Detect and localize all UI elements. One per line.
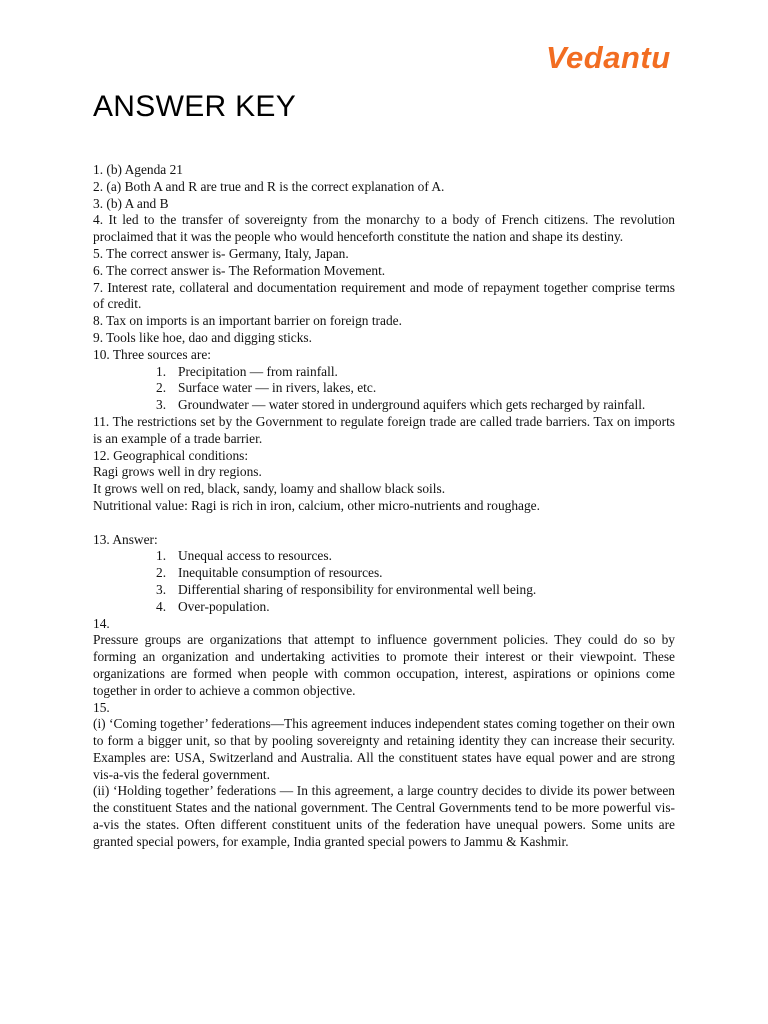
answer-12-line-2: It grows well on red, black, sandy, loamy and shallow black soils. bbox=[93, 481, 446, 497]
list-text: Unequal access to resources. bbox=[178, 548, 332, 564]
list-item bbox=[156, 380, 675, 397]
list-item bbox=[156, 565, 675, 582]
answer-5: 5. The correct answer is- Germany, Italy, Japan. bbox=[93, 245, 349, 261]
answer-7: 7. Interest rate, collateral and documentation requirement and mode of repayment together comprise terms of credit. bbox=[93, 279, 675, 312]
answer-2: 2. (a) Both A and R are true and R is the correct explanation of A. bbox=[93, 178, 445, 194]
list-number: 2. bbox=[156, 565, 167, 581]
answer-15-number: 15. bbox=[93, 699, 110, 715]
answer-13-intro: 13. Answer: bbox=[93, 531, 158, 547]
list-text: Differential sharing of responsibility for environmental well being. bbox=[178, 581, 537, 597]
list-item bbox=[156, 581, 675, 599]
answer-1: 1. (b) Agenda 21 bbox=[93, 162, 183, 177]
answer-list bbox=[93, 162, 675, 851]
list-item bbox=[156, 548, 675, 565]
spacer bbox=[93, 515, 675, 532]
answer-4: 4. It led to the transfer of sovereignty from the monarchy to a body of French citizens. The revolution proclaimed that it was the people who would henceforth constitute the nation and shape its destiny. bbox=[93, 212, 675, 245]
answer-14: Pressure groups are organizations that attempt to influence government policies. They could do so by forming an organization and undertaking activities to promote their interest or their viewpoint. These organizations are formed when people with common occupation, interest, aspirations or opinions come together in order to achieve a common objective. bbox=[93, 632, 675, 698]
answer-13-list bbox=[93, 548, 675, 615]
answer-9: 9. Tools like hoe, dao and digging sticks. bbox=[93, 329, 312, 345]
answer-15-part-2: (ii) ‘Holding together’ federations — In this agreement, a large country decides to divide its power between the constituent States and the national government. The Central Governments tend to be more powerful vis-a-vis the states. Often different constituent units of the federation have unequal powers. Some units are granted special powers, for example, India granted special powers to Jammu & Kashmir. bbox=[93, 783, 675, 849]
answer-10-intro: 10. Three sources are: bbox=[93, 346, 211, 362]
list-text: Precipitation — from rainfall. bbox=[178, 363, 338, 379]
list-item bbox=[156, 363, 675, 381]
list-item bbox=[156, 397, 675, 414]
list-number: 3. bbox=[156, 581, 167, 597]
list-number: 4. bbox=[156, 598, 167, 614]
list-number: 2. bbox=[156, 380, 167, 396]
answer-11: 11. The restrictions set by the Government to regulate foreign trade are called trade barriers. Tax on imports is an example of a trade barrier. bbox=[93, 413, 675, 446]
page-title: ANSWER KEY bbox=[93, 90, 297, 123]
answer-8: 8. Tax on imports is an important barrier on foreign trade. bbox=[93, 313, 402, 329]
answer-12-line-1: Ragi grows well in dry regions. bbox=[93, 464, 262, 480]
vedantu-logo: Vedantu bbox=[546, 40, 671, 75]
answer-14-number: 14. bbox=[93, 615, 110, 631]
list-text: Over-population. bbox=[178, 598, 270, 614]
list-item bbox=[156, 598, 675, 616]
answer-12-intro: 12. Geographical conditions: bbox=[93, 447, 249, 463]
answer-12-line-3: Nutritional value: Ragi is rich in iron, calcium, other micro-nutrients and roughage. bbox=[93, 497, 540, 513]
answer-6: 6. The correct answer is- The Reformation Movement. bbox=[93, 262, 386, 278]
list-number: 1. bbox=[156, 548, 167, 564]
list-number: 1. bbox=[156, 363, 167, 379]
list-number: 3. bbox=[156, 397, 167, 413]
answer-15-part-1: (i) ‘Coming together’ federations—This agreement induces independent states coming together on their own to form a bigger unit, so that by pooling sovereignty and retaining identity they can increase their security. bbox=[93, 716, 675, 749]
list-text: Surface water — in rivers, lakes, etc. bbox=[178, 380, 377, 396]
list-text: Groundwater — water stored in underground aquifers which gets recharged by rainfall. bbox=[178, 397, 646, 413]
answer-3: 3. (b) A and B bbox=[93, 195, 169, 211]
answer-15-part-1-examples: Examples are: USA, Switzerland and Australia. All the constituent states have equal power and are strong vis-a-vis the federal government. bbox=[93, 749, 675, 782]
list-text: Inequitable consumption of resources. bbox=[178, 565, 383, 581]
answer-10-list bbox=[93, 364, 675, 414]
